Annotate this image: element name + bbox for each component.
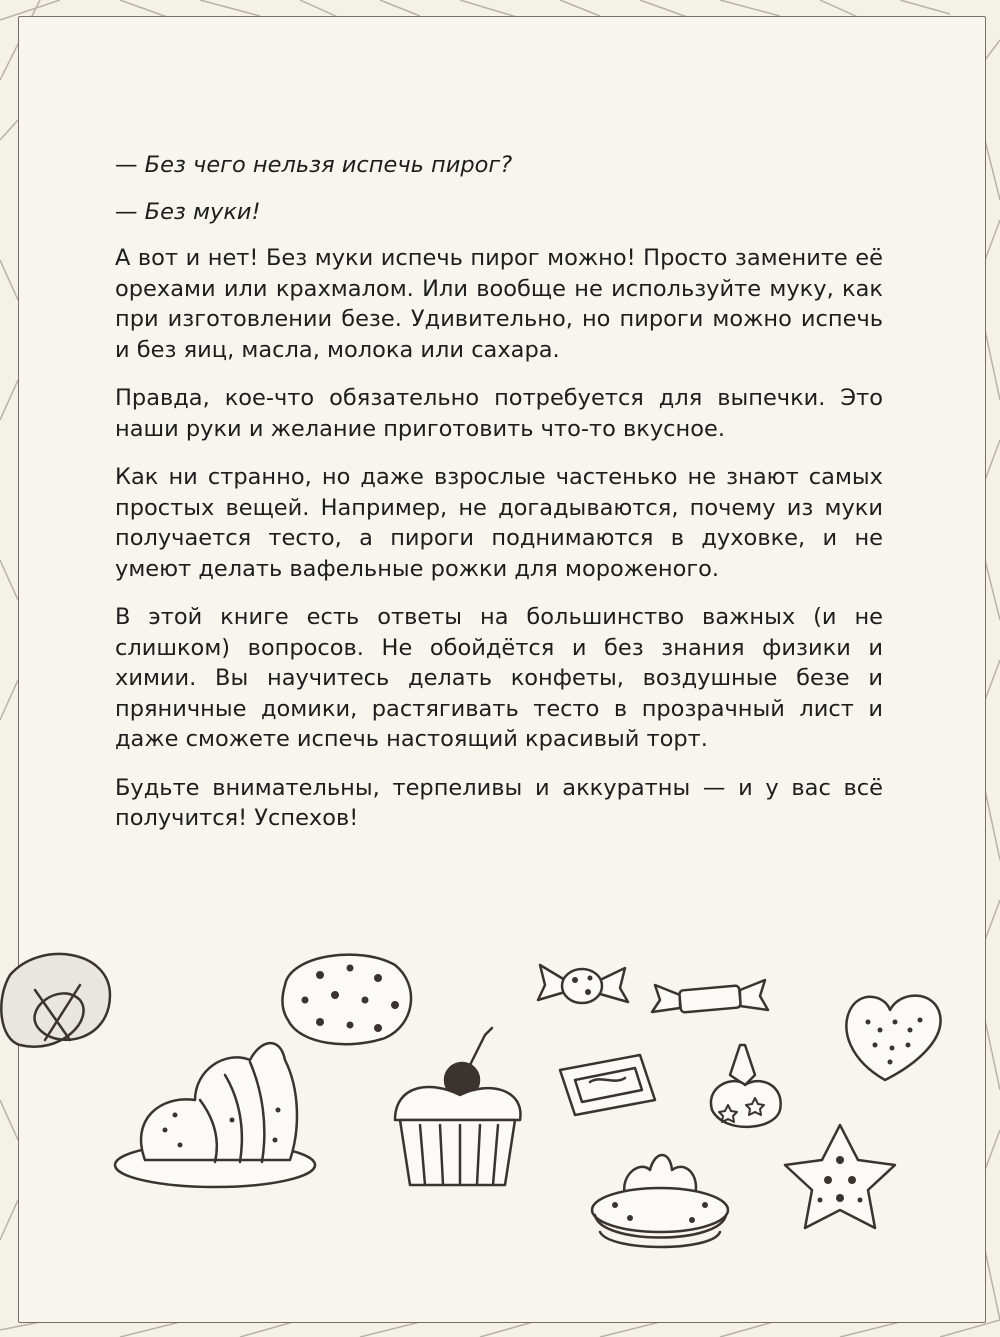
body-text: [115, 150, 883, 852]
sweets-illustration: [0, 930, 1000, 1260]
cookie-icon: [282, 955, 411, 1045]
tartlet-icon: [592, 1155, 728, 1247]
paragraph-1: А вот и нет! Без муки испечь пирог можно! Просто замените её орехами или крахмалом. Или вообще не используйте муку, как при изготовлении безе. Удивительно, но пироги можно испечь и без яиц, масла, молока или сахара.: [115, 245, 883, 363]
candy-wrapped-icon: [538, 965, 628, 1003]
meringue-cake-icon: [115, 1043, 315, 1187]
paragraph-5: Будьте внимательны, терпеливы и аккуратны — и у вас всё получится! Успехов!: [115, 774, 883, 831]
candy-bag-icon: [711, 1045, 781, 1127]
star-cookie-icon: [785, 1125, 895, 1228]
paragraph-4: В этой книге есть ответы на большинство важных (и не слишком) вопросов. Не обойдётся и без знания физики и химии. Вы научитесь делать конфеты, воздушные безе и пряничные домики, растягивать тесто в прозрачный лист и даже сможете испечь настоящий красивый торт.: [115, 604, 883, 752]
dialog-question: — Без чего нельзя испечь пирог?: [115, 152, 513, 178]
chocolate-bar-icon: [560, 1055, 655, 1115]
paragraph-2: Правда, кое-что обязательно потребуется для выпечки. Это наши руки и желание приготовить что-то вкусное.: [115, 385, 883, 442]
dialog-answer: — Без муки!: [115, 198, 261, 225]
cupcake-icon: [395, 1028, 520, 1185]
heart-cookie-icon: [846, 996, 940, 1080]
candy-roll-icon: [652, 980, 768, 1013]
pretzel-icon: [1, 954, 110, 1047]
paragraph-3: Как ни странно, но даже взрослые частенько не знают самых простых вещей. Например, не догадываются, почему из муки получается тесто, а пироги поднимаются в духовке, и не умеют делать вафельные рожки для мороженого.: [115, 464, 883, 582]
